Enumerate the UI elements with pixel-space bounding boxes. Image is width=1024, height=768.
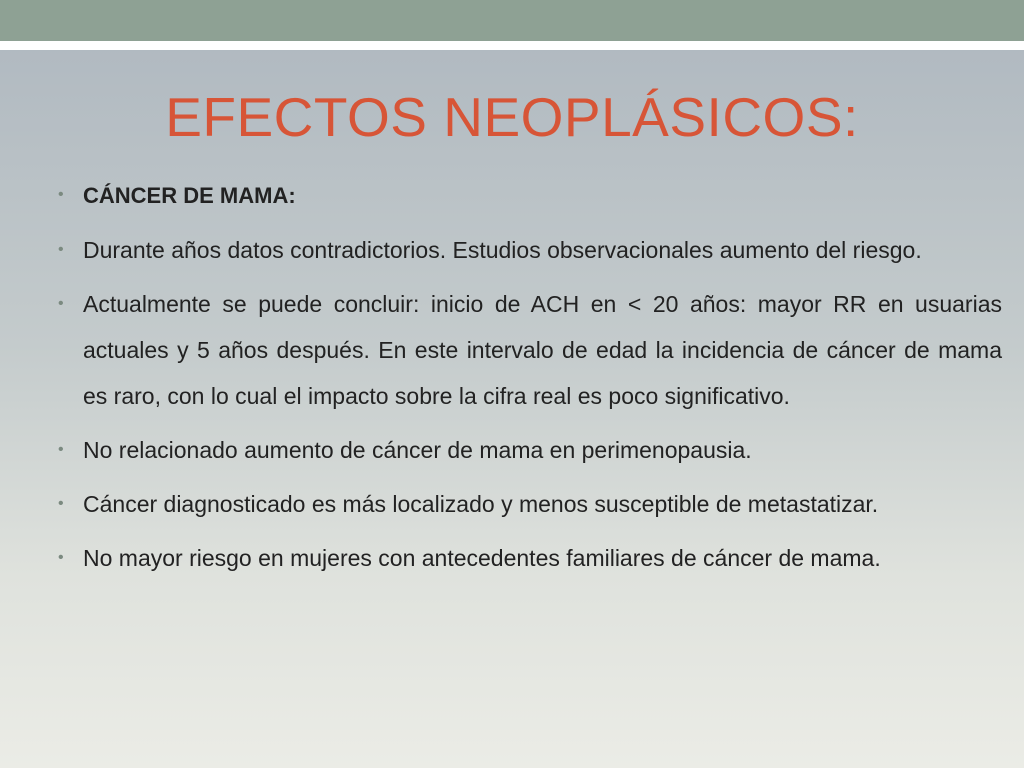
- bullet-item: [56, 481, 1002, 527]
- bullet-item: [56, 281, 1002, 419]
- bullet-text: No mayor riesgo en mujeres con antecedentes familiares de cáncer de mama.: [83, 545, 881, 571]
- header-band: [0, 0, 1024, 41]
- bullet-dot-icon: •: [58, 186, 64, 203]
- bullet-item: [56, 427, 1002, 473]
- bullet-dot-icon: •: [58, 441, 64, 458]
- bullet-text: Actualmente se puede concluir: inicio de ACH en < 20 años: mayor RR en usuarias actuales y 5 años después. En este intervalo de edad la incidencia de cáncer de mama es raro, con lo cual el impacto sobre la cifra real es poco significativo.: [83, 291, 1002, 409]
- bullet-item: [56, 227, 1002, 273]
- bullet-list: [56, 172, 1002, 589]
- bullet-item: [56, 172, 1002, 219]
- slide-title: EFECTOS NEOPLÁSICOS:: [165, 86, 859, 148]
- bullet-dot-icon: •: [58, 495, 64, 512]
- header-rule: [0, 41, 1024, 50]
- bullet-text: Durante años datos contradictorios. Estudios observacionales aumento del riesgo.: [83, 237, 922, 263]
- bullet-item: [56, 535, 1002, 581]
- bullet-dot-icon: •: [58, 549, 64, 566]
- bullet-text: Cáncer diagnosticado es más localizado y menos susceptible de metastatizar.: [83, 491, 879, 517]
- bullet-heading: CÁNCER DE MAMA:: [83, 183, 296, 208]
- bullet-dot-icon: •: [58, 295, 64, 312]
- bullet-dot-icon: •: [58, 241, 64, 258]
- bullet-text: No relacionado aumento de cáncer de mama en perimenopausia.: [83, 437, 752, 463]
